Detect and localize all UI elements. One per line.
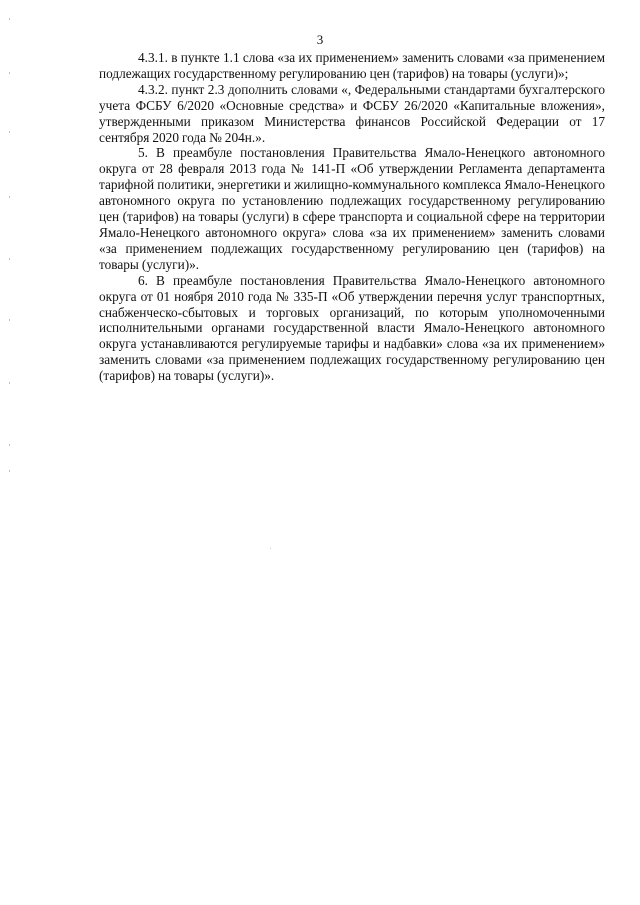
scan-speck — [9, 470, 10, 472]
paragraph-4-3-1: 4.3.1. в пункте 1.1 слова «за их применением» заменить словами «за применением подлежащих государственному регулированию цен (тарифов) на товары (услуги)»; — [99, 50, 605, 81]
paragraph-4-3-2: 4.3.2. пункт 2.3 дополнить словами «, Федеральными стандартами бухгалтерского учета ФСБУ 6/2020 «Основные средства» и ФСБУ 26/2020 «Капитальные вложения», утвержденными приказом Министерства финансов Российской Федерации от 17 сентября 2020 года № 204н.». — [99, 81, 605, 145]
scan-speck — [9, 196, 10, 198]
scan-speck — [9, 258, 10, 260]
scan-speck — [9, 18, 10, 20]
document-body — [99, 50, 605, 384]
scan-speck — [9, 382, 10, 384]
scan-speck — [9, 72, 10, 74]
page-number: 3 — [316, 32, 324, 47]
paragraph-6: 6. В преамбуле постановления Правительства Ямало-Ненецкого автономного округа от 01 ноября 2010 года № 335-П «Об утверждении перечня услуг транспортных, снабженческо-сбытовых и торговых организаций, по которым уполномоченными исполнительными органами государственной власти Ямало-Ненецкого автономного округа устанавливаются регулируемые тарифы и надбавки» слова «за их применением» заменить словами «за применением подлежащих государственному регулированию цен (тарифов) на товары (услуги)». — [99, 272, 605, 384]
scan-speck — [9, 131, 10, 133]
scan-speck — [9, 444, 10, 446]
scan-speck — [270, 548, 271, 549]
paragraph-5: 5. В преамбуле постановления Правительства Ямало-Ненецкого автономного округа от 28 февраля 2013 года № 141-П «Об утверждении Регламента департамента тарифной политики, энергетики и жилищно-коммунального комплекса Ямало-Ненецкого автономного округа по установлению подлежащих государственному регулированию цен (тарифов) на товары (услуги) в сфере транспорта и социальной сфере на территории Ямало-Ненецкого автономного округа» слова «за их применением» заменить словами «за применением подлежащих государственному регулированию цен (тарифов) на товары (услуги)». — [99, 145, 605, 272]
scan-speck — [9, 319, 10, 321]
